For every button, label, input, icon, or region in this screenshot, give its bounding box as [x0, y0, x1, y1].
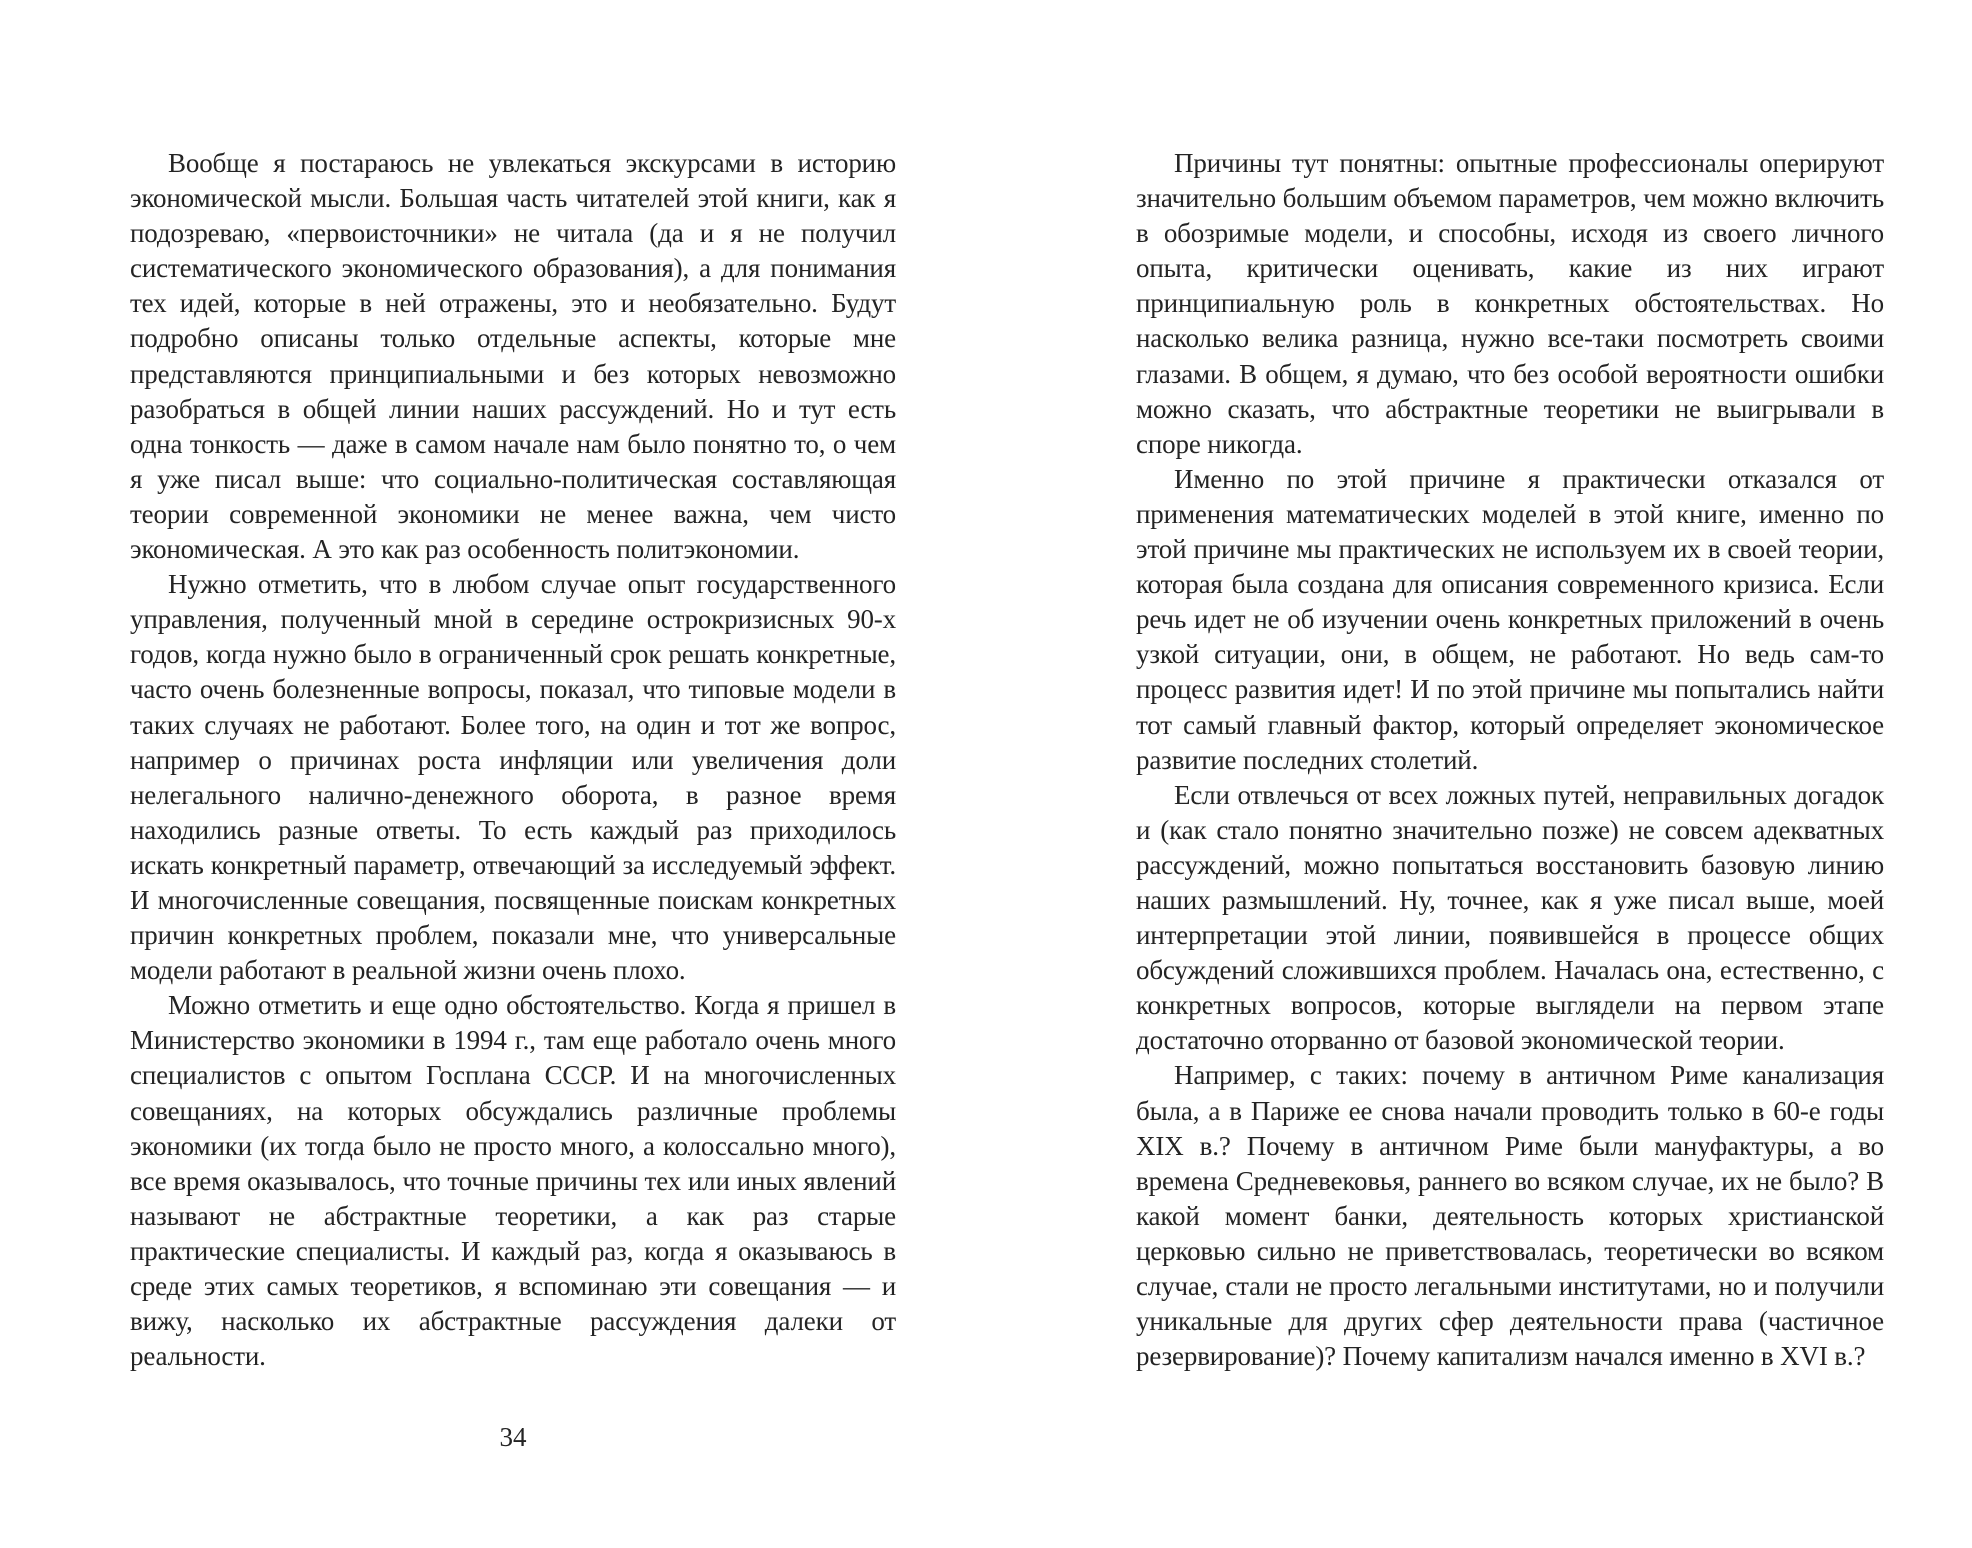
- right-page-text: [1136, 146, 1884, 1374]
- paragraph: Например, с таких: почему в античном Риме канализация была, а в Париже ее снова начали проводить только в 60-е годы XIX в.? Почему в античном Риме были мануфактуры, а во времена Средневековья, раннего во всяком случае, их не было? В какой момент банки, деятельность которых христианской церковью сильно не приветствовалась, теоретически во всяком случае, стали не просто легальными институтами, но и получили уникальные для других сфер деятельности права (частичное резервирование)? Почему капитализм начался именно в XVI в.?: [1136, 1060, 1884, 1372]
- page-number: 34: [499, 1422, 527, 1452]
- left-page-text: [130, 146, 896, 1374]
- right-page: [986, 0, 1972, 1548]
- paragraph: Вообще я постараюсь не увлекаться экскурсами в историю экономической мысли. Большая часть читателей этой книги, как я подозреваю, «первоисточники» не читала (да и я не получил систематического экономического образования), а для понимания тех идей, которые в ней отражены, это и необязательно. Будут подробно описаны только отдельные аспекты, которые мне представляются принципиальными и без которых невозможно разобраться в общей линии наших рассуждений. Но и тут есть одна тонкость — даже в самом начале нам было понятно то, о чем я уже писал выше: что социально-политическая составляющая теории современной экономики не менее важна, чем чисто экономическая. А это как раз особенность политэкономии.: [130, 148, 896, 565]
- paragraph: Можно отметить и еще одно обстоятельство. Когда я пришел в Министерство экономики в 1994 г., там еще работало очень много специалистов с опытом Госплана СССР. И на многочисленных совещаниях, на которых обсуждались различные проблемы экономики (их тогда было не просто много, а колоссально много), все время оказывалось, что точные причины тех или иных явлений называют не абстрактные теоретики, а как раз старые практические специалисты. И каждый раз, когда я оказываюсь в среде этих самых теоретиков, я вспоминаю эти совещания — и вижу, насколько их абстрактные рассуждения далеки от реальности.: [130, 990, 896, 1372]
- paragraph: Если отвлечься от всех ложных путей, неправильных догадок и (как стало понятно значительно позже) не совсем адекватных рассуждений, можно попытаться восстановить базовую линию наших размышлений. Ну, точнее, как я уже писал выше, моей интерпретации этой линии, появившейся в процессе общих обсуждений сложившихся проблем. Началась она, естественно, с конкретных вопросов, которые выглядели на первом этапе достаточно оторванно от базовой экономической теории.: [1136, 779, 1884, 1056]
- paragraph: Именно по этой причине я практически отказался от применения математических моделей в этой книге, именно по этой причине мы практических не используем их в своей теории, которая была создана для описания современного кризиса. Если речь идет не об изучении очень конкретных приложений в очень узкой ситуации, они, в общем, не работают. Но ведь сам-то процесс развития идет! И по этой причине мы попытались найти тот самый главный фактор, который определяет экономическое развитие последних столетий.: [1136, 463, 1884, 775]
- paragraph: Причины тут понятны: опытные профессионалы оперируют значительно большим объемом параметров, чем можно включить в обозримые модели, и способны, исходя из своего личного опыта, критически оценивать, какие из них играют принципиальную роль в конкретных обстоятельствах. Но насколько велика разница, нужно все-таки посмотреть своими глазами. В общем, я думаю, что без особой вероятности ошибки можно сказать, что абстрактные теоретики не выигрывали в споре никогда.: [1136, 148, 1884, 459]
- paragraph: Нужно отметить, что в любом случае опыт государственного управления, полученный мной в середине острокризисных 90-х годов, когда нужно было в ограниченный срок решать конкретные, часто очень болезненные вопросы, показал, что типовые модели в таких случаях не работают. Более того, на один и тот же вопрос, например о причинах роста инфляции или увеличения доли нелегального налично-денежного оборота, в разное время находились разные ответы. То есть каждый раз приходилось искать конкретный параметр, отвечающий за исследуемый эффект. И многочисленные совещания, посвященные поискам конкретных причин конкретных проблем, показали мне, что универсальные модели работают в реальной жизни очень плохо.: [130, 569, 896, 986]
